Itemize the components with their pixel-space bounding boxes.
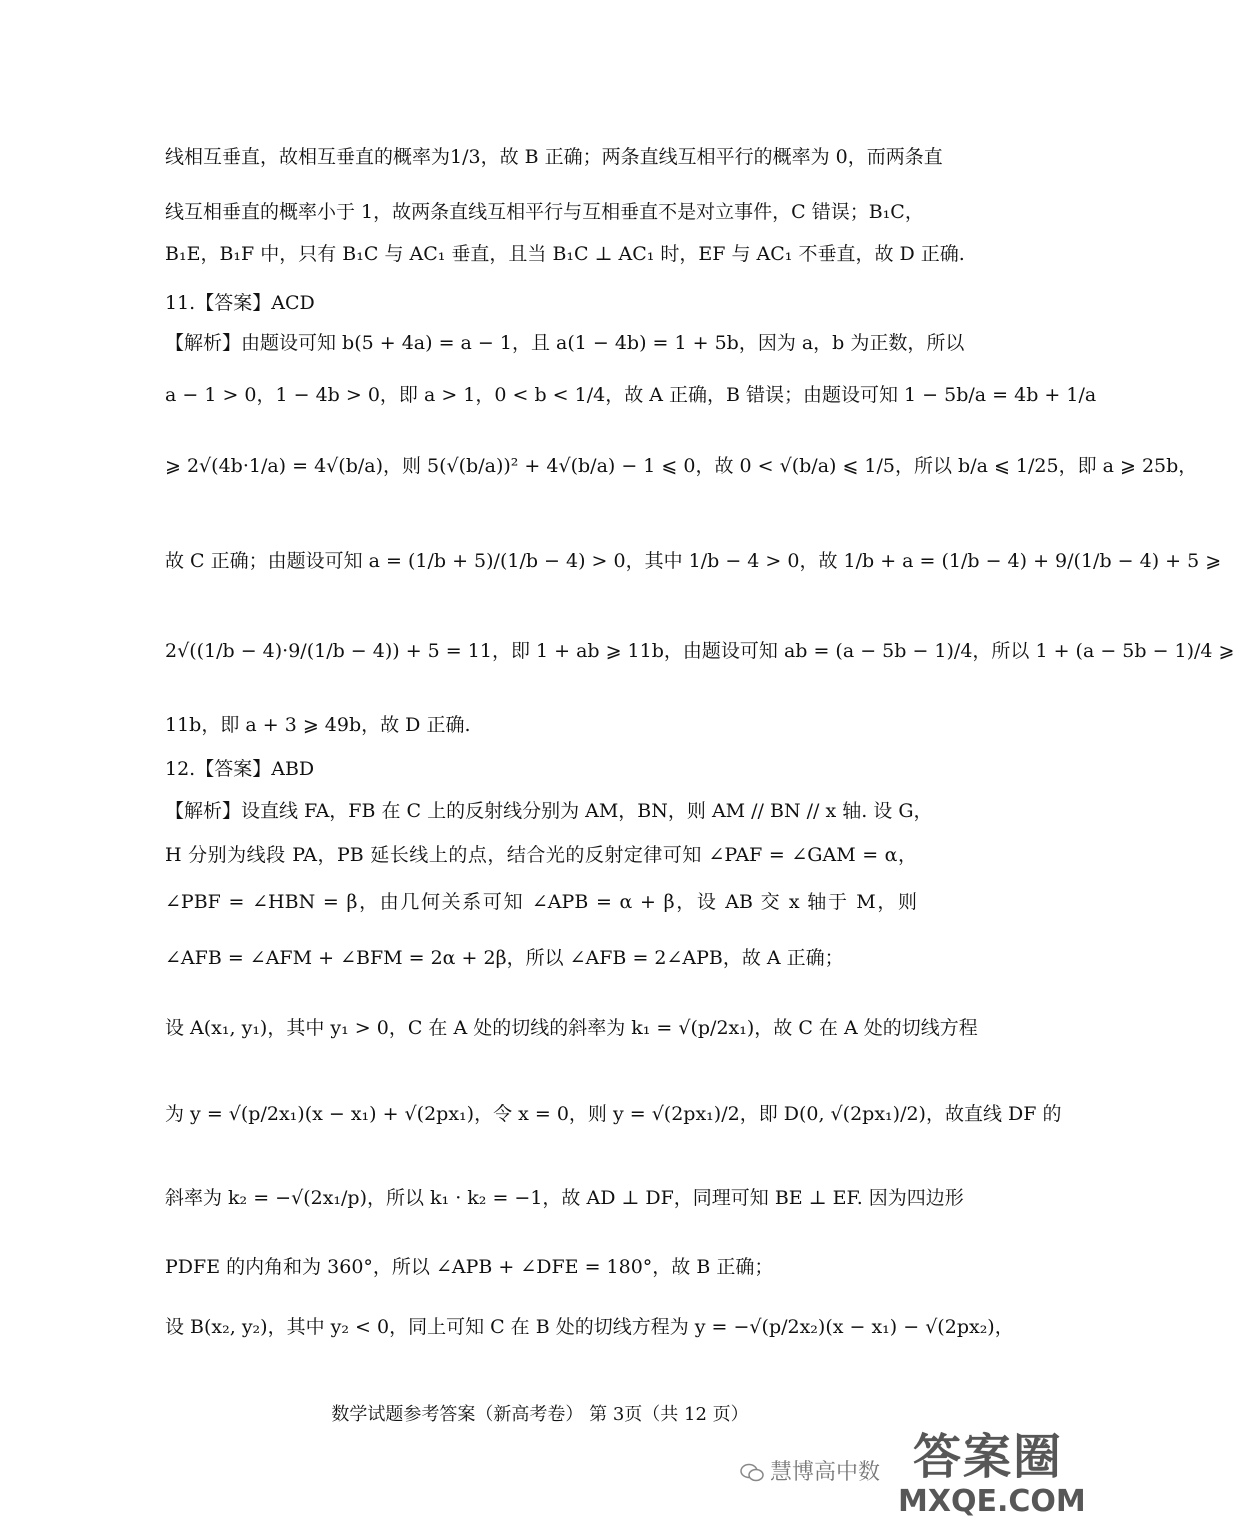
text-line-8: 故 C 正确；由题设可知 a = (1/b + 5)/(1/b − 4) > 0，其中 1/b − 4 > 0，故 1/b + a = (1/b − 4) + 9/(1/b − 4) + 5 ⩾ <box>165 550 1222 572</box>
text-line-20: 设 B(x₂, y₂)，其中 y₂ < 0，同上可知 C 在 B 处的切线方程为 y = −√(p/2x₂)(x − x₁) − √(2px₂)， <box>165 1316 1014 1338</box>
text-line-3: B₁E，B₁F 中，只有 B₁C 与 AC₁ 垂直，且当 B₁C ⊥ AC₁ 时，EF 与 AC₁ 不垂直，故 D 正确. <box>165 243 965 265</box>
text-line-10: 11b，即 a + 3 ⩾ 49b，故 D 正确. <box>165 714 471 736</box>
wechat-label: 慧博高中数 <box>770 1460 881 1485</box>
text-line-14: ∠PBF = ∠HBN = β，由几何关系可知 ∠APB = α + β，设 AB 交 x 轴于 M，则 <box>165 891 917 913</box>
text-line-7: ⩾ 2√(4b·1/a) = 4√(b/a)，则 5(√(b/a))² + 4√(b/a) − 1 ⩽ 0，故 0 < √(b/a) ⩽ 1/5，所以 b/a ⩽ 1/25，即 a ⩾ 25b， <box>165 455 1198 477</box>
wechat-icon <box>740 1463 764 1483</box>
text-line-17: 为 y = √(p/2x₁)(x − x₁) + √(2px₁)，令 x = 0，则 y = √(2px₁)/2，即 D(0, √(2px₁)/2)，故直线 DF 的 <box>165 1103 1062 1125</box>
text-line-13: H 分别为线段 PA，PB 延长线上的点，结合光的反射定律可知 ∠PAF = ∠GAM = α， <box>165 844 917 866</box>
text-line-15: ∠AFB = ∠AFM + ∠BFM = 2α + 2β，所以 ∠AFB = 2∠APB，故 A 正确； <box>165 947 844 969</box>
text-line-6: a − 1 > 0，1 − 4b > 0，即 a > 1，0 < b < 1/4，故 A 正确，B 错误；由题设可知 1 − 5b/a = 4b + 1/a <box>165 384 1097 406</box>
text-line-9: 2√((1/b − 4)·9/(1/b − 4)) + 5 = 11，即 1 + ab ⩾ 11b，由题设可知 ab = (a − 5b − 1)/4，所以 1 + (a − 5b − 1)/4 ⩾ <box>165 640 1234 662</box>
brand-watermark <box>898 1418 1086 1526</box>
text-line-2: 线互相垂直的概率小于 1，故两条直线互相平行与互相垂直不是对立事件，C 错误；B₁C， <box>165 201 924 223</box>
text-line-1: 线相互垂直，故相互垂直的概率为1/3，故 B 正确；两条直线互相平行的概率为 0，而两条直 <box>165 146 943 168</box>
text-line-5: 【解析】由题设可知 b(5 + 4a) = a − 1，且 a(1 − 4b) = 1 + 5b，因为 a，b 为正数，所以 <box>165 332 965 354</box>
wechat-watermark <box>740 1455 880 1486</box>
text-line-16: 设 A(x₁, y₁)，其中 y₁ > 0，C 在 A 处的切线的斜率为 k₁ = √(p/2x₁)，故 C 在 A 处的切线方程 <box>165 1017 978 1039</box>
answer-12: 12.【答案】ABD <box>165 758 315 780</box>
answer-11: 11.【答案】ACD <box>165 292 315 314</box>
text-line-19: PDFE 的内角和为 360°，所以 ∠APB + ∠DFE = 180°，故 B 正确； <box>165 1256 774 1278</box>
text-line-12: 【解析】设直线 FA，FB 在 C 上的反射线分别为 AM，BN，则 AM // BN // x 轴. 设 G， <box>165 800 933 822</box>
page-footer: 数学试题参考答案（新高考卷） 第 3页（共 12 页） <box>331 1404 749 1425</box>
brand-url: MXQE.COM <box>898 1484 1086 1519</box>
brand-logo-text: 答案圈 <box>912 1429 1063 1485</box>
text-line-18: 斜率为 k₂ = −√(2x₁/p)，所以 k₁ · k₂ = −1，故 AD ⊥ DF，同理可知 BE ⊥ EF. 因为四边形 <box>165 1187 964 1209</box>
